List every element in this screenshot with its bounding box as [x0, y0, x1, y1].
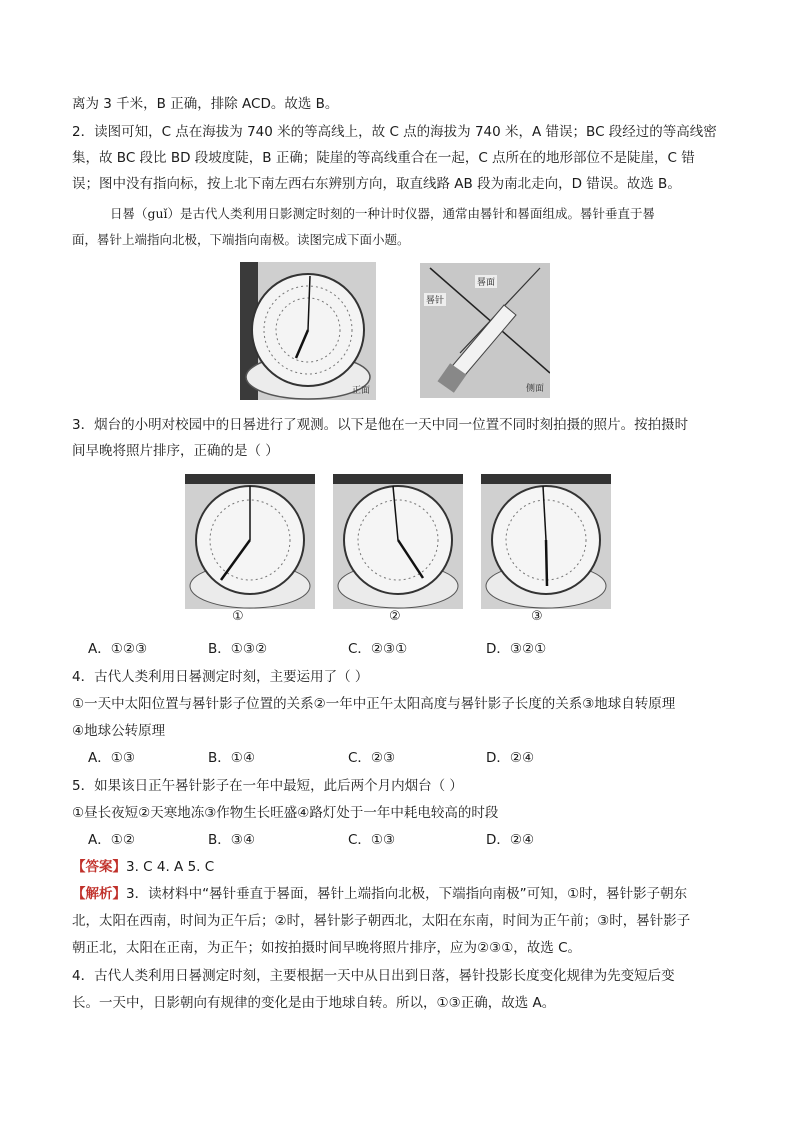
sundial-side-photo — [420, 263, 550, 398]
explanation-text: 长。一天中，日影朝向有规律的变化是由于地球自转。所以，①③正确，故选 A。 — [72, 995, 556, 1011]
text-line: 2．读图可知，C 点在海拔为 740 米的等高线上，故 C 点的海拔为 740 米，A 错误；BC 段经过的等高线密 — [72, 124, 717, 140]
question-4-statements: ④地球公转原理 — [72, 723, 166, 739]
intro-text: 日晷（guǐ）是古代人类利用日影测定时刻的一种计时仪器，通常由晷针和晷面组成。晷针垂直于晷 — [110, 206, 656, 221]
q4-option-d: D．②④ — [486, 750, 535, 766]
answer-values: 3. C 4. A 5. C — [126, 859, 215, 875]
q5-option-a: A．①② — [88, 832, 135, 848]
explanation-text: 朝正北，太阳在正南，为正午；如按拍摄时间早晚将照片排序，应为②③①，故选 C。 — [72, 940, 582, 956]
intro-text: 面，晷针上端指向北极，下端指向南极。读图完成下面小题。 — [72, 232, 410, 247]
q3-option-b: B．①③② — [208, 641, 268, 657]
explanation-tag: 【解析】 — [72, 886, 126, 902]
explanation-text: 4．古代人类利用日晷测定时刻，主要根据一天中从日出到日落，晷针投影长度变化规律为先变短后变 — [72, 968, 675, 984]
q4-option-b: B．①④ — [208, 750, 255, 766]
q5-option-b: B．③④ — [208, 832, 255, 848]
sundial-photo-3 — [481, 474, 611, 609]
question-3-text: 间早晚将照片排序，正确的是（ ） — [72, 443, 279, 459]
explanation-text: 3．读材料中“晷针垂直于晷面，晷针上端指向北极，下端指向南极”可知，①时，晷针影子朝东 — [126, 886, 688, 902]
explanation-text: 北，太阳在西南，时间为正午后；②时，晷针影子朝西北，太阳在东南，时间为正午前；③时，晷针影子 — [72, 913, 691, 929]
text-line: 集，故 BC 段比 BD 段坡度陡，B 正确；陡崖的等高线重合在一起，C 点所在的地形部位不是陡崖，C 错 — [72, 150, 695, 166]
answer-line — [72, 857, 214, 877]
side-caption: 侧面 — [525, 384, 544, 394]
q4-option-a: A．①③ — [88, 750, 135, 766]
explanation-line — [72, 884, 687, 904]
question-4-text: 4．古代人类利用日晷测定时刻，主要运用了（ ） — [72, 669, 369, 685]
question-5-statements: ①昼长夜短②天寒地冻③作物生长旺盛④路灯处于一年中耗电较高的时段 — [72, 805, 499, 821]
q3-option-a: A．①②③ — [88, 641, 148, 657]
sundial-front-photo — [240, 262, 376, 400]
gnomon-face-label: 晷面 — [475, 275, 497, 288]
photo-label-1: ① — [232, 609, 244, 624]
text-line: 误；图中没有指向标，按上北下南左西右东辨别方向，取直线路 AB 段为南北走向，D 错误。故选 B。 — [72, 176, 681, 192]
q5-option-c: C．①③ — [348, 832, 396, 848]
q3-option-d: D．③②① — [486, 641, 547, 657]
answer-tag: 【答案】 — [72, 859, 126, 875]
sundial-photo-1 — [185, 474, 315, 609]
text-line: 离为 3 千米，B 正确，排除 ACD。故选 B。 — [72, 96, 339, 112]
question-4-statements: ①一天中太阳位置与晷针影子位置的关系②一年中正午太阳高度与晷针影子长度的关系③地球自转原理 — [72, 696, 676, 712]
q3-option-c: C．②③① — [348, 641, 408, 657]
gnomon-label: 晷针 — [424, 293, 446, 306]
question-3-text: 3．烟台的小明对校园中的日晷进行了观测。以下是他在一天中同一位置不同时刻拍摄的照片。按拍摄时 — [72, 417, 689, 433]
q5-option-d: D．②④ — [486, 832, 535, 848]
photo-label-2: ② — [389, 609, 401, 624]
sundial-photo-2 — [333, 474, 463, 609]
question-5-text: 5．如果该日正午晷针影子在一年中最短，此后两个月内烟台（ ） — [72, 778, 463, 794]
front-caption: 正面 — [351, 386, 370, 396]
q4-option-c: C．②③ — [348, 750, 396, 766]
photo-label-3: ③ — [531, 609, 543, 624]
